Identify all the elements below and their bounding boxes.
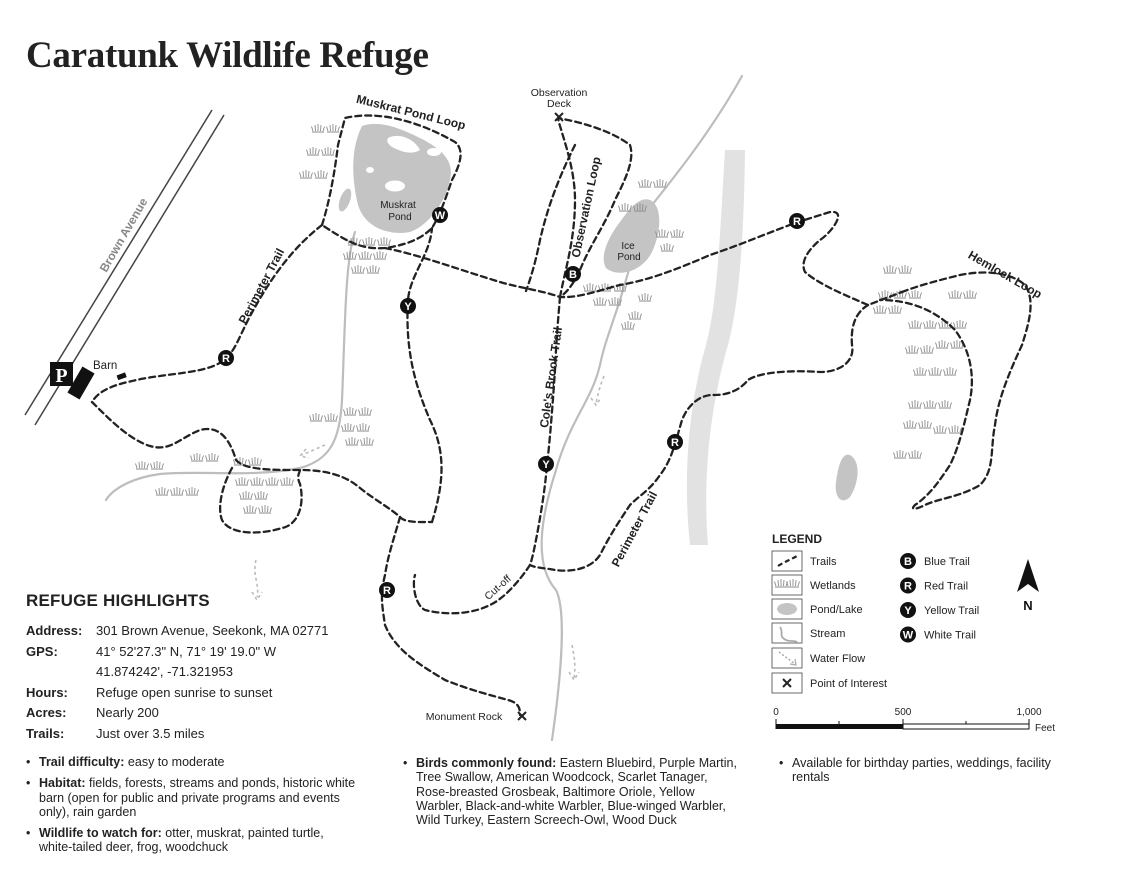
wetland-tuft-icon bbox=[629, 311, 642, 319]
info-row bbox=[26, 621, 366, 642]
wetland-tuft-icon bbox=[244, 505, 257, 513]
legend-marker-label: Yellow Trail bbox=[924, 605, 980, 617]
wetland-tuft-icon bbox=[259, 505, 272, 513]
wetland-tuft-icon bbox=[884, 265, 897, 273]
wetland-tuft-icon bbox=[312, 124, 325, 132]
north-arrow-icon bbox=[1017, 559, 1039, 592]
refuge-highlights bbox=[26, 591, 366, 744]
info-value: 301 Brown Avenue, Seekonk, MA 02771 bbox=[96, 623, 329, 638]
wetland-tuft-icon bbox=[949, 290, 962, 298]
bullet-label: Trail difficulty: bbox=[39, 755, 125, 769]
north-label: N bbox=[1023, 598, 1033, 613]
monument-rock-marker bbox=[518, 712, 526, 720]
info-row bbox=[26, 724, 366, 745]
info-row bbox=[26, 683, 366, 704]
bullet-text: Available for birthday parties, weddings, facility rentals bbox=[792, 756, 1051, 785]
coles-brook-trail-label: Cole's Brook Trail bbox=[537, 326, 566, 429]
wetland-tuft-icon bbox=[307, 147, 320, 155]
power-lines-label: POWER LINES bbox=[681, 276, 709, 363]
info-row bbox=[26, 703, 366, 724]
wetland-tuft-icon bbox=[352, 265, 365, 273]
wetland-tuft-icon bbox=[909, 320, 922, 328]
legend-item-wetlands: Wetlands bbox=[810, 580, 856, 592]
wetland-tuft-icon bbox=[584, 283, 597, 291]
bullet-text: easy to moderate bbox=[124, 755, 225, 769]
scale-unit: Feet bbox=[1035, 723, 1056, 734]
bullet-item bbox=[26, 776, 356, 819]
bullets-rentals bbox=[779, 756, 1079, 792]
bullet-text: Eastern Bluebird, Purple Martin, Tree Swallow, American Woodcock, Scarlet Tanager, Rose-breasted Grosbeak, Baltimore Oriole, Yellow Warbler, Black-and-white Warbler, Blue-winged Warbler, Wild Turkey, Eastern Screech-Owl, Wood Duck bbox=[416, 756, 737, 828]
wetland-tuft-icon bbox=[671, 229, 684, 237]
observation-deck-label: Observation Deck bbox=[530, 87, 588, 110]
wetland-tuft-icon bbox=[661, 243, 674, 251]
wetland-tuft-icon bbox=[639, 179, 652, 187]
wetland-tuft-icon bbox=[251, 477, 264, 485]
wetland-tuft-icon bbox=[342, 423, 355, 431]
ice-pond-label: Ice Pond bbox=[617, 241, 641, 263]
wetland-tuft-icon bbox=[186, 487, 199, 495]
wetland-tuft-icon bbox=[361, 437, 374, 445]
legend-marker-label: Red Trail bbox=[924, 580, 969, 593]
wetland-tuft-icon bbox=[949, 425, 962, 433]
perimeter-trail-west-label: Perimeter Trail bbox=[235, 246, 288, 327]
legend-item-poi: Point of Interest bbox=[810, 678, 888, 690]
wetland-tuft-icon bbox=[240, 491, 253, 499]
info-key: GPS: bbox=[26, 643, 58, 659]
wetland-tuft-icon bbox=[236, 477, 249, 485]
brown-avenue-label: Brown Avenue bbox=[96, 195, 151, 275]
wetland-tuft-icon bbox=[894, 450, 907, 458]
wetland-tuft-icon bbox=[874, 305, 887, 313]
perimeter-trail-west bbox=[92, 225, 322, 402]
wetland-tuft-icon bbox=[310, 413, 323, 421]
wetland-tuft-icon bbox=[909, 400, 922, 408]
wetland-tuft-icon bbox=[622, 321, 635, 329]
bullet-item bbox=[26, 755, 356, 769]
perimeter-trail-east-label: Perimeter Trail bbox=[608, 489, 661, 570]
wetland-tuft-icon bbox=[363, 237, 376, 245]
info-value: Refuge open sunrise to sunset bbox=[96, 684, 273, 700]
wetland-tuft-icon bbox=[191, 453, 204, 461]
monument-rock-label: Monument Rock bbox=[425, 711, 503, 723]
page-title: Caratunk Wildlife Refuge bbox=[26, 35, 429, 76]
small-pond bbox=[836, 455, 858, 501]
wetland-tuft-icon bbox=[249, 457, 262, 465]
legend-item-water-flow: Water Flow bbox=[810, 653, 866, 665]
wetland-tuft-icon bbox=[921, 345, 934, 353]
info-row bbox=[26, 662, 366, 683]
info-value: Just over 3.5 miles bbox=[96, 725, 205, 741]
cutoff-label: Cut-off bbox=[482, 572, 514, 603]
wetland-tuft-icon bbox=[929, 367, 942, 375]
wetland-tuft-icon bbox=[357, 423, 370, 431]
legend-item-trails: Trails bbox=[810, 556, 837, 568]
info-key: Acres: bbox=[26, 705, 67, 720]
bullet-item bbox=[403, 756, 738, 827]
wetland-tuft-icon bbox=[281, 477, 294, 485]
wetland-tuft-icon bbox=[156, 487, 169, 495]
legend-swatches bbox=[772, 551, 802, 693]
info-key: Trails: bbox=[26, 725, 65, 741]
scale-tick-500: 500 bbox=[894, 707, 912, 718]
wetland-tuft-icon bbox=[171, 487, 184, 495]
wetland-tuft-icon bbox=[914, 367, 927, 375]
map-legend bbox=[772, 532, 1055, 734]
parking-symbol: P bbox=[55, 365, 68, 387]
bullets-left bbox=[26, 755, 356, 862]
red-trail-south bbox=[382, 517, 520, 715]
wetland-tuft-icon bbox=[315, 170, 328, 178]
wetland-tuft-icon bbox=[889, 305, 902, 313]
wetland-tuft-icon bbox=[325, 413, 338, 421]
wetland-tuft-icon bbox=[654, 179, 667, 187]
bullet-item bbox=[26, 826, 356, 855]
legend-marker-y: Y bbox=[904, 605, 912, 617]
wetland-tuft-icon bbox=[300, 170, 313, 178]
bullet-label: Habitat: bbox=[39, 776, 86, 791]
observation-loop-label: Observation Loop bbox=[568, 155, 604, 259]
trail-markers bbox=[218, 207, 805, 598]
wetland-tuft-icon bbox=[374, 251, 387, 259]
trail-marker-r: R bbox=[222, 353, 230, 365]
legend-marker-label: Blue Trail bbox=[924, 556, 970, 568]
bullet-text: fields, forests, streams and ponds, historic white barn (open for public and private programs and events only), rain garden bbox=[39, 776, 356, 819]
info-value: 41.874242', -71.321953 bbox=[96, 664, 233, 679]
wetland-tuft-icon bbox=[378, 237, 391, 245]
wetland-tuft-icon bbox=[136, 461, 149, 469]
info-value: 41° 52'27.3" N, 71° 19' 19.0" W bbox=[96, 643, 276, 659]
wetland-tuft-icon bbox=[936, 340, 949, 348]
trail-marker-y: Y bbox=[404, 301, 412, 313]
wetland-tuft-icon bbox=[359, 251, 372, 259]
legend-marker-b: B bbox=[904, 556, 912, 568]
legend-item-stream: Stream bbox=[810, 628, 846, 640]
info-row bbox=[26, 642, 366, 663]
trail-marker-y: Y bbox=[542, 459, 550, 471]
info-key bbox=[26, 662, 96, 683]
bullet-text: otter, muskrat, painted turtle, white-tailed deer, frog, woodchuck bbox=[39, 826, 324, 855]
info-value: Nearly 200 bbox=[96, 705, 159, 720]
legend-marker-label: White Trail bbox=[924, 629, 976, 642]
bullet-label: Wildlife to watch for: bbox=[39, 826, 162, 841]
wetland-tuft-icon bbox=[206, 453, 219, 461]
wetland-tuft-icon bbox=[594, 297, 607, 305]
wetland-tuft-icon bbox=[327, 124, 340, 132]
scale-tick-1000: 1,000 bbox=[1016, 707, 1042, 718]
cutoff-trail bbox=[414, 565, 530, 613]
wetland-tuft-icon bbox=[954, 320, 967, 328]
wetland-tuft-icon bbox=[899, 265, 912, 273]
legend-marker-w: W bbox=[902, 629, 914, 642]
wetland-tuft-icon bbox=[919, 420, 932, 428]
barn-label: Barn bbox=[93, 360, 118, 372]
wetland-tuft-icon bbox=[359, 407, 372, 415]
wetland-tuft-icon bbox=[344, 251, 357, 259]
trail-marker-r: R bbox=[671, 437, 679, 449]
wetland-tuft-icon bbox=[909, 450, 922, 458]
wetland-tuft-icon bbox=[344, 407, 357, 415]
bullet-label: Birds commonly found: bbox=[416, 756, 557, 770]
legend-item-pond: Pond/Lake bbox=[810, 604, 863, 616]
hemlock-loop-trail bbox=[880, 272, 1031, 508]
wetland-tuft-icon bbox=[924, 400, 937, 408]
perimeter-trail-south-loop bbox=[92, 402, 432, 522]
bullet-item bbox=[779, 756, 1079, 785]
wetland-tuft-icon bbox=[151, 461, 164, 469]
legend-trail-markers bbox=[900, 553, 979, 643]
wetland-tuft-icon bbox=[346, 437, 359, 445]
bullets-birds bbox=[403, 756, 738, 834]
info-key: Address: bbox=[26, 623, 83, 638]
wetland-tuft-icon bbox=[909, 290, 922, 298]
trail-marker-w: W bbox=[434, 210, 446, 222]
hemlock-loop-label: Hemlock Loop bbox=[965, 247, 1045, 302]
wetland-tuft-icon bbox=[944, 367, 957, 375]
wetland-tuft-icon bbox=[639, 293, 652, 301]
legend-title: LEGEND bbox=[772, 532, 823, 546]
wetland-tuft-icon bbox=[255, 491, 268, 499]
highlights-heading: REFUGE HIGHLIGHTS bbox=[26, 591, 210, 610]
muskrat-pond-loop-label: Muskrat Pond Loop bbox=[354, 91, 467, 133]
trail-marker-r: R bbox=[793, 216, 801, 228]
wetland-tuft-icon bbox=[266, 477, 279, 485]
wetland-tuft-icon bbox=[904, 420, 917, 428]
highlights-info-table bbox=[26, 621, 366, 744]
barn-annex bbox=[117, 372, 127, 380]
wetland-tuft-icon bbox=[322, 147, 335, 155]
wetland-tuft-icon bbox=[939, 400, 952, 408]
wetland-tuft-icon bbox=[934, 425, 947, 433]
legend-marker-r: R bbox=[904, 580, 912, 593]
wetland-tuft-icon bbox=[964, 290, 977, 298]
wetland-tuft-icon bbox=[924, 320, 937, 328]
muskrat-pond-label: Muskrat Pond bbox=[380, 200, 416, 223]
wetland-tuft-icon bbox=[906, 345, 919, 353]
wetlands bbox=[136, 124, 977, 513]
trail-marker-b: B bbox=[569, 269, 577, 281]
info-key: Hours: bbox=[26, 684, 68, 700]
scale-bar bbox=[776, 719, 1029, 729]
trail-marker-r: R bbox=[383, 585, 391, 597]
scale-tick-0: 0 bbox=[773, 707, 779, 718]
wetland-tuft-icon bbox=[367, 265, 380, 273]
